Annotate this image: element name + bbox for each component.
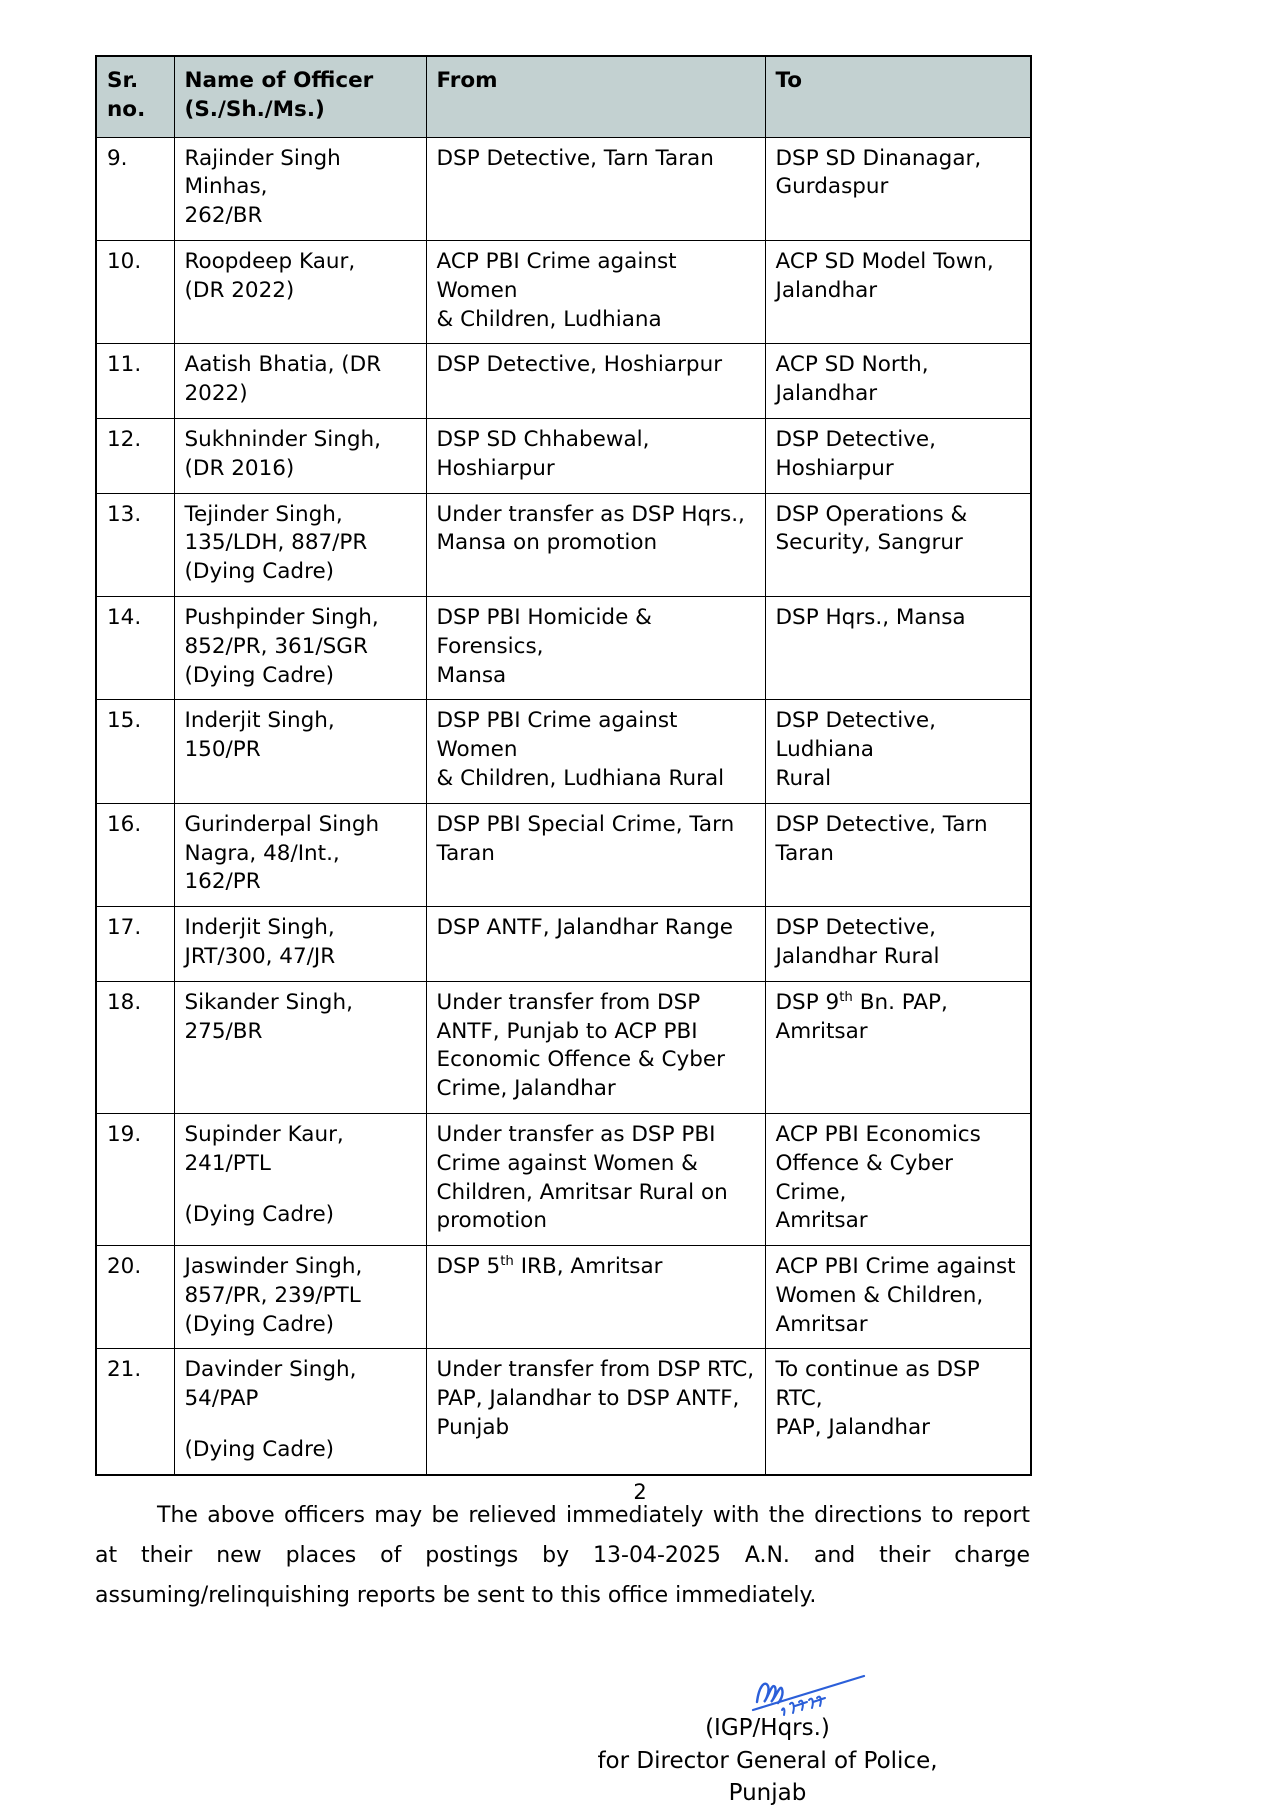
cell-from [426, 907, 765, 982]
cell-line: Inderjit Singh, [184, 915, 335, 941]
cell-line: Amritsar [775, 1208, 868, 1234]
table-row [96, 344, 1031, 419]
signature-block [95, 1712, 1030, 1810]
table-row [96, 596, 1031, 699]
cell-line: Roopdeep Kaur, [184, 248, 356, 274]
officer-transfer-table [95, 55, 1032, 1476]
cell-line: ACP SD North, Jalandhar [775, 352, 929, 407]
cell-line: 275/BR [184, 1018, 263, 1044]
cell-line: 857/PR, 239/PTL [184, 1282, 361, 1308]
cell-sr-no: 10. [96, 240, 174, 343]
cell-line: Hoshiarpur [775, 455, 894, 481]
cell-line: Taran [775, 840, 834, 866]
cell-sr-no: 13. [96, 493, 174, 596]
cell-line: Tejinder Singh, [184, 501, 343, 527]
cell-officer-name [174, 803, 426, 906]
cell-sr-no: 12. [96, 418, 174, 493]
cell-line: DSP SD Chhabewal, [436, 426, 650, 452]
table-row [96, 1246, 1031, 1349]
cell-line: Supinder Kaur, [184, 1121, 344, 1147]
cell-officer-name [174, 981, 426, 1113]
cell-sr-no: 18. [96, 981, 174, 1113]
cell-line: ANTF, Punjab to ACP PBI [436, 1018, 698, 1044]
cell-to [765, 596, 1031, 699]
cell-sr-no: 9. [96, 137, 174, 240]
cell-to [765, 137, 1031, 240]
cell-line: Rajinder Singh Minhas, [184, 145, 341, 200]
cell-from [426, 981, 765, 1113]
cell-line: (Dying Cadre) [184, 559, 335, 585]
cell-line: Gurinderpal Singh [184, 811, 380, 837]
cell-line: Mansa [436, 662, 507, 688]
cell-line: Punjab [436, 1415, 510, 1441]
column-header-sr-no-line1: Sr. [107, 68, 139, 93]
cell-officer-name [174, 240, 426, 343]
cell-line: Women & Children, [775, 1282, 984, 1308]
table-row [96, 803, 1031, 906]
table-row [96, 1349, 1031, 1475]
cell-officer-name [174, 907, 426, 982]
column-header-name-line2: (S./Sh./Ms.) [184, 96, 325, 122]
cell-line: Jalandhar Rural [775, 943, 940, 969]
column-header-name-line1: Name of Officer [184, 68, 374, 93]
cell-from [426, 344, 765, 419]
table-header-row [96, 56, 1031, 137]
cell-line: JRT/300, 47/JR [184, 943, 336, 969]
cell-line: & Children, Ludhiana Rural [436, 765, 725, 791]
cell-line: 262/BR [184, 203, 263, 229]
cell-line: DSP Detective, Tarn Taran [436, 145, 714, 171]
cell-line: Rural [775, 765, 832, 791]
table-row [96, 700, 1031, 803]
cell-line: Under transfer from DSP RTC, [436, 1357, 755, 1383]
cell-line: DSP Detective, Hoshiarpur [436, 352, 723, 378]
page-number: 2 [633, 1480, 647, 1504]
cell-to [765, 981, 1031, 1113]
cell-line: 852/PR, 361/SGR [184, 633, 368, 659]
cell-from [426, 1349, 765, 1475]
column-header-sr-no [96, 56, 174, 137]
cell-sr-no: 17. [96, 907, 174, 982]
cell-from [426, 1113, 765, 1245]
cell-officer-name [174, 344, 426, 419]
cell-spacer [185, 1414, 418, 1436]
cell-to [765, 700, 1031, 803]
signatory-for-line: for Director General of Police, [597, 1747, 938, 1774]
cell-line: ACP PBI Crime against Women [436, 248, 677, 303]
cell-line: DSP Detective, Ludhiana [775, 708, 936, 763]
cell-sr-no: 11. [96, 344, 174, 419]
cell-officer-name [174, 1349, 426, 1475]
cell-line: Offence & Cyber Crime, [775, 1150, 954, 1205]
cell-line: Mansa on promotion [436, 530, 658, 556]
cell-line: DSP Detective, Tarn [775, 811, 988, 837]
cell-officer-name [174, 1246, 426, 1349]
cell-from [426, 240, 765, 343]
cell-line: DSP Hqrs., Mansa [775, 604, 966, 630]
cell-from [426, 803, 765, 906]
table-row [96, 137, 1031, 240]
closing-paragraph [95, 1496, 1030, 1616]
cell-to [765, 803, 1031, 906]
table-row [96, 493, 1031, 596]
cell-line: DSP PBI Crime against Women [436, 708, 678, 763]
cell-line: Amritsar [775, 1311, 868, 1337]
cell-line: Gurdaspur [775, 174, 889, 200]
cell-line: Under transfer from DSP [436, 989, 701, 1015]
cell-line: ACP PBI Economics [775, 1121, 981, 1147]
cell-line: DSP SD Dinanagar, [775, 145, 982, 171]
column-header-name [174, 56, 426, 137]
cell-line: & Children, Ludhiana [436, 306, 662, 332]
table-row [96, 1113, 1031, 1245]
cell-from [426, 700, 765, 803]
cell-line: Pushpinder Singh, [184, 604, 379, 630]
cell-officer-name [174, 137, 426, 240]
cell-to [765, 240, 1031, 343]
cell-line: Under transfer as DSP Hqrs., [436, 501, 745, 527]
cell-sr-no: 16. [96, 803, 174, 906]
signatory-state: Punjab [728, 1780, 807, 1807]
cell-line: (Dying Cadre) [184, 662, 335, 688]
cell-line: Crime, Jalandhar [436, 1076, 616, 1102]
cell-officer-name [174, 700, 426, 803]
cell-line: Amritsar [775, 1018, 868, 1044]
cell-from [426, 493, 765, 596]
cell-line: Children, Amritsar Rural on [436, 1179, 728, 1205]
cell-line: Crime against Women & [436, 1150, 698, 1176]
cell-line: Taran [436, 840, 495, 866]
table-header [96, 56, 1031, 137]
cell-line: ACP SD Model Town, [775, 248, 994, 274]
cell-line: ACP PBI Crime against [775, 1254, 1016, 1280]
cell-sr-no: 20. [96, 1246, 174, 1349]
cell-line: DSP ANTF, Jalandhar Range [436, 915, 734, 941]
cell-sr-no: 21. [96, 1349, 174, 1475]
cell-from [426, 137, 765, 240]
table-body [96, 137, 1031, 1475]
cell-to [765, 1349, 1031, 1475]
cell-line: (Dying Cadre) [184, 1437, 335, 1463]
cell-line: 241/PTL [184, 1150, 271, 1176]
column-header-sr-no-line2: no. [107, 96, 146, 122]
cell-to [765, 1113, 1031, 1245]
cell-line: DSP PBI Special Crime, Tarn [436, 811, 735, 837]
cell-line: 54/PAP [184, 1386, 259, 1412]
cell-spacer [185, 1179, 418, 1201]
cell-line: (Dying Cadre) [184, 1201, 335, 1227]
cell-to [765, 1246, 1031, 1349]
cell-line: Aatish Bhatia, (DR [184, 352, 382, 378]
cell-line: 2022) [184, 381, 248, 407]
cell-line: Security, Sangrur [775, 530, 963, 556]
column-header-to: To [765, 56, 1031, 137]
cell-line: To continue as DSP RTC, [775, 1357, 980, 1412]
cell-sr-no: 15. [96, 700, 174, 803]
cell-line: Inderjit Singh, 150/PR [184, 708, 335, 763]
cell-to [765, 907, 1031, 982]
cell-officer-name [174, 418, 426, 493]
cell-line: DSP PBI Homicide & Forensics, [436, 604, 652, 659]
cell-sr-no: 14. [96, 596, 174, 699]
cell-sr-no: 19. [96, 1113, 174, 1245]
signatory-designation: (IGP/Hqrs.) [705, 1714, 830, 1741]
cell-line: Sukhninder Singh, [184, 426, 381, 452]
cell-officer-name [174, 1113, 426, 1245]
cell-line: DSP Operations & [775, 501, 968, 527]
closing-paragraph-text: The above officers may be relieved immediately with the directions to report at their new places of postings by 13-04-2025 A.N. and their charge assuming/relinquishing reports be sent to this office immediately. [95, 1502, 1030, 1608]
cell-from [426, 1246, 765, 1349]
table-row [96, 240, 1031, 343]
cell-to [765, 418, 1031, 493]
cell-from [426, 596, 765, 699]
cell-line: DSP Detective, [775, 915, 936, 941]
cell-line: (DR 2016) [184, 455, 295, 481]
handwritten-signature-icon [751, 1668, 871, 1722]
cell-line: DSP Detective, [775, 426, 936, 452]
cell-officer-name [174, 596, 426, 699]
cell-officer-name [174, 493, 426, 596]
cell-line: DSP 9th Bn. PAP, [775, 989, 948, 1015]
cell-line: Hoshiarpur [436, 455, 555, 481]
cell-line: 135/LDH, 887/PR [184, 530, 368, 556]
cell-line: Jaswinder Singh, [184, 1254, 363, 1280]
cell-line: Nagra, 48/Int., 162/PR [184, 840, 340, 895]
cell-line: Under transfer as DSP PBI [436, 1121, 716, 1147]
cell-to [765, 344, 1031, 419]
column-header-from: From [426, 56, 765, 137]
cell-from [426, 418, 765, 493]
signature-text-lines [95, 1712, 1030, 1810]
cell-line: Davinder Singh, [184, 1357, 357, 1383]
table-row [96, 907, 1031, 982]
cell-line: Economic Offence & Cyber [436, 1047, 725, 1073]
cell-line: PAP, Jalandhar to DSP ANTF, [436, 1386, 740, 1412]
cell-line: Jalandhar [775, 277, 878, 303]
cell-to [765, 493, 1031, 596]
cell-line: (DR 2022) [184, 277, 295, 303]
cell-line: PAP, Jalandhar [775, 1415, 931, 1441]
table-row [96, 981, 1031, 1113]
cell-line: Sikander Singh, [184, 989, 353, 1015]
cell-line: DSP 5th IRB, Amritsar [436, 1253, 663, 1280]
table-row [96, 418, 1031, 493]
cell-line: (Dying Cadre) [184, 1311, 335, 1337]
cell-line: promotion [436, 1208, 547, 1234]
